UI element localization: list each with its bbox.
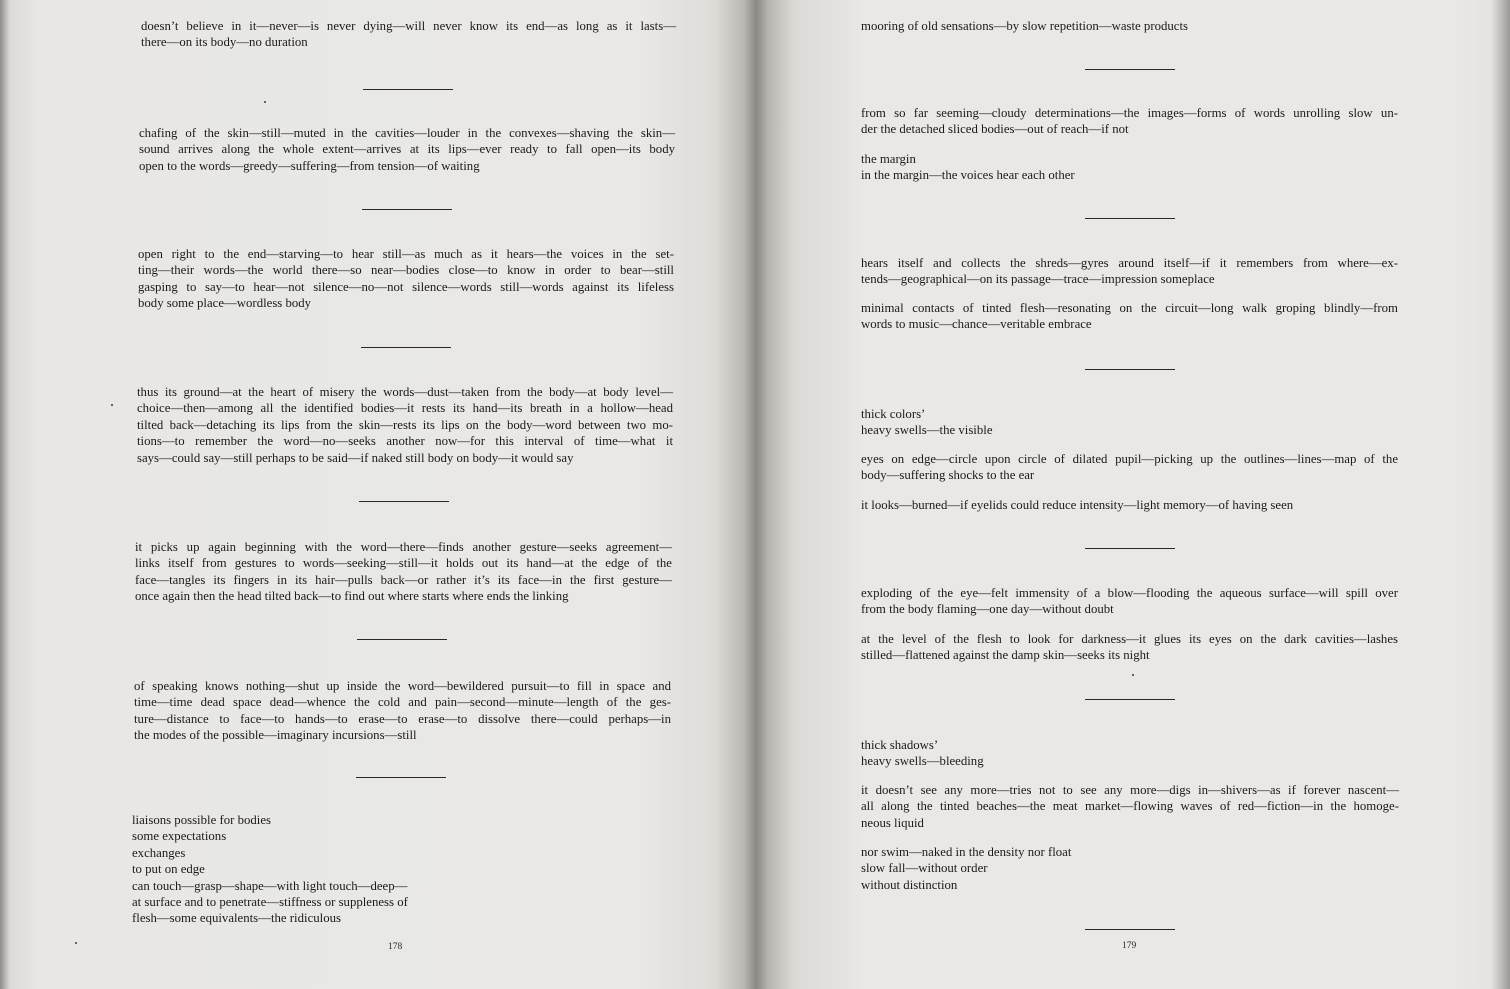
text-line: minimal contacts of tinted flesh—resonating on the circuit—long walk groping blindly—from — [861, 301, 1398, 315]
text-line: says—could say—still perhaps to be said—if naked still body on body—it would say — [137, 450, 574, 465]
paper-speck — [75, 942, 77, 944]
text-line: thick colors’ — [861, 407, 926, 421]
section-divider — [357, 639, 447, 640]
section-divider — [1085, 699, 1175, 700]
section-divider — [1085, 548, 1175, 549]
text-line: stilled—flattened against the damp skin—seeks its night — [861, 648, 1150, 663]
text-line: eyes on edge—circle upon circle of dilated pupil—picking up the outlines—lines—map of the — [861, 452, 1398, 466]
paragraph — [861, 105, 1398, 138]
paragraph — [861, 737, 1261, 770]
section-divider — [1085, 929, 1175, 930]
paragraph — [135, 539, 672, 605]
text-line: it looks—burned—if eyelids could reduce intensity—light memory—of having seen — [861, 498, 1294, 512]
paragraph — [861, 406, 1261, 439]
section-divider — [359, 501, 449, 502]
text-line: doesn’t believe in it—never—is never dying—will never know its end—as long as it lasts— — [141, 19, 676, 33]
text-line: face—tangles its fingers in its hair—pulls back—or rather it’s its face—in the first gesture— — [135, 572, 672, 587]
text-line: choice—then—among all the identified bodies—it rests its hand—its breath in a hollow—head — [137, 401, 673, 416]
text-line: der the detached sliced bodies—out of reach—if not — [861, 122, 1129, 137]
section-divider — [1085, 69, 1175, 70]
paragraph — [861, 18, 1401, 34]
paper-speck — [1132, 674, 1134, 676]
text-line: there—on its body—no duration — [141, 35, 308, 50]
text-line: once again then the head tilted back—to find out where starts where ends the linking — [135, 589, 569, 604]
paragraph — [141, 18, 676, 51]
text-line: flesh—some equivalents—the ridiculous — [132, 911, 341, 926]
paragraph — [139, 125, 675, 174]
paragraph — [861, 844, 1261, 893]
text-line: body some place—wordless body — [138, 296, 312, 311]
text-line: links itself from gestures to words—seeking—still—it holds out its hand—at the edge of the — [135, 556, 672, 571]
text-line: heavy swells—bleeding — [861, 754, 984, 769]
text-line: tilted back—detaching its lips from the skin—rests its lips on the body—word between two mo- — [137, 417, 673, 432]
text-line: to put on edge — [132, 862, 205, 877]
text-line: chafing of the skin—still—muted in the cavities—louder in the convexes—shaving the skin— — [139, 126, 675, 140]
paper-speck — [111, 404, 113, 406]
paragraph — [861, 451, 1398, 484]
text-line: some expectations — [132, 829, 227, 844]
text-line: at the level of the flesh to look for darkness—it glues its eyes on the dark cavities—lashes — [861, 632, 1398, 646]
paragraph — [132, 812, 462, 927]
text-line: the margin — [861, 152, 916, 166]
paragraph — [861, 497, 1398, 513]
text-line: tions—to remember the word—no—seeks another now—for this interval of time—what it — [137, 434, 673, 449]
text-line: ting—their words—the world there—so near—bodies close—to know in order to bear—still — [138, 263, 674, 278]
text-line: from so far seeming—cloudy determinations—the images—forms of words unrolling slow un- — [861, 106, 1398, 120]
text-line: body—suffering shocks to the ear — [861, 468, 1035, 483]
text-line: heavy swells—the visible — [861, 423, 993, 438]
text-line: the modes of the possible—imaginary incursions—still — [134, 728, 417, 743]
text-line: time—time dead space dead—whence the cold and pain—second—minute—length of the ges- — [134, 695, 671, 710]
text-line: can touch—grasp—shape—with light touch—deep— — [132, 878, 408, 893]
text-line: in the margin—the voices hear each other — [861, 168, 1075, 183]
paper-speck — [264, 101, 266, 103]
text-line: thus its ground—at the heart of misery the words—dust—taken from the body—at body level— — [137, 385, 673, 399]
section-divider — [356, 777, 446, 778]
text-line: it picks up again beginning with the word—there—finds another gesture—seeks agreement— — [135, 540, 672, 554]
text-line: at surface and to penetrate—stiffness or suppleness of — [132, 895, 408, 910]
text-line: sound arrives along the whole extent—arrives at its lips—ever ready to fall open—its body — [139, 142, 675, 157]
page-number: 179 — [1122, 941, 1137, 951]
section-divider — [1085, 369, 1175, 370]
page-number: 178 — [388, 942, 403, 952]
paragraph — [134, 678, 671, 744]
text-line: exploding of the eye—felt immensity of a blow—flooding the aqueous surface—will spill over — [861, 586, 1398, 600]
text-line: liaisons possible for bodies — [132, 813, 271, 827]
text-line: open right to the end—starving—to hear still—as much as it hears—the voices in the set- — [138, 247, 674, 261]
paragraph — [861, 151, 1261, 184]
paragraph — [861, 631, 1398, 664]
text-line: from the body flaming—one day—without doubt — [861, 602, 1114, 617]
section-divider — [362, 209, 452, 210]
text-line: it doesn’t see any more—tries not to see any more—digs in—shivers—as if forever nascent— — [861, 783, 1399, 797]
right-page — [756, 0, 1510, 989]
paragraph — [138, 246, 674, 312]
paragraph — [861, 300, 1398, 333]
paragraph — [137, 384, 673, 466]
text-line: gasping to say—to hear—not silence—no—not silence—words still—words against its lifeless — [138, 279, 674, 294]
paragraph — [861, 585, 1398, 618]
section-divider — [363, 89, 453, 90]
text-line: exchanges — [132, 845, 186, 860]
text-line: open to the words—greedy—suffering—from tension—of waiting — [139, 158, 480, 173]
text-line: nor swim—naked in the density nor float — [861, 845, 1072, 859]
paragraph — [861, 782, 1399, 831]
text-line: of speaking knows nothing—shut up inside the word—bewildered pursuit—to fill in space and — [134, 679, 671, 693]
text-line: slow fall—without order — [861, 861, 988, 876]
text-line: ture—distance to face—to hands—to erase—to erase—to dissolve there—could perhaps—in — [134, 711, 671, 726]
text-line: neous liquid — [861, 815, 924, 830]
paragraph — [861, 255, 1398, 288]
text-line: tends—geographical—on its passage—trace—impression someplace — [861, 272, 1215, 287]
text-line: without distinction — [861, 877, 958, 892]
text-line: hears itself and collects the shreds—gyres around itself—if it remembers from where—ex- — [861, 256, 1398, 270]
text-line: words to music—chance—veritable embrace — [861, 317, 1092, 332]
text-line: all along the tinted beaches—the meat market—flowing waves of red—fiction—in the homoge- — [861, 799, 1399, 814]
text-line: mooring of old sensations—by slow repetition—waste products — [861, 19, 1188, 33]
text-line: thick shadows’ — [861, 738, 939, 752]
section-divider — [1085, 218, 1175, 219]
section-divider — [361, 347, 451, 348]
